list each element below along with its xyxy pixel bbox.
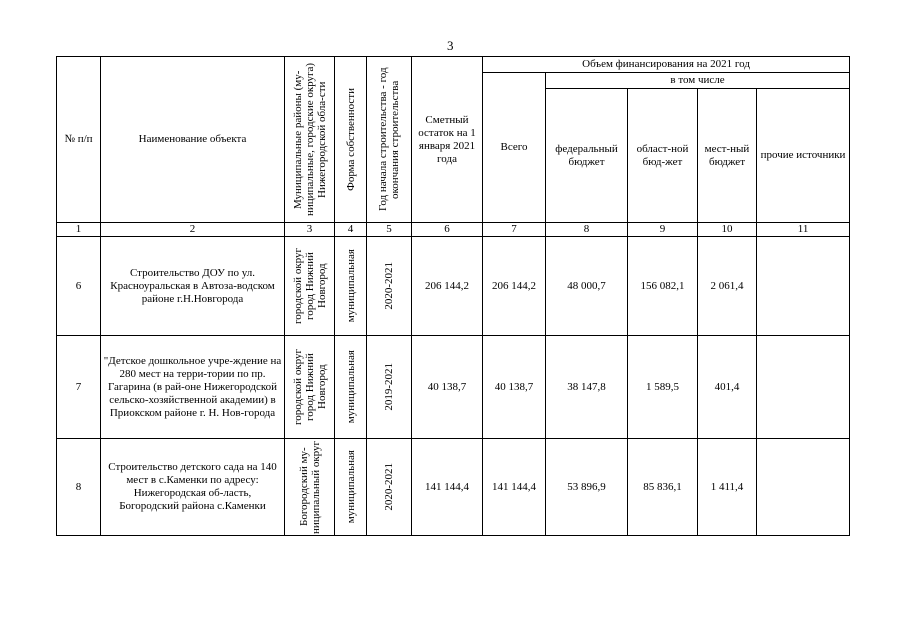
- remainder-value: 206 144,2: [412, 237, 483, 336]
- header-regional: област-ной бюд-жет: [628, 89, 698, 223]
- district-cell: [285, 237, 335, 336]
- object-name: "Детское дошкольное учре-ждение на 280 мест на терри-тории по пр. Гагарина (в рай-оне Нижегородской сельско-хозяйственной академии) в Приокском районе г. Н. Нов-города: [101, 336, 285, 439]
- regional-value: 1 589,5: [628, 336, 698, 439]
- row-num: 6: [57, 237, 101, 336]
- header-years: [367, 57, 412, 223]
- header-other: прочие источники: [757, 89, 850, 223]
- ownership-cell: [335, 336, 367, 439]
- district-text: Богородский му-ниципальный округ: [297, 440, 322, 534]
- column-number: 4: [335, 223, 367, 237]
- years-text: 2020-2021: [383, 463, 395, 511]
- row-num: 7: [57, 336, 101, 439]
- years-text: 2019-2021: [383, 363, 395, 411]
- header-funding-group: Объем финансирования на 2021 год: [483, 57, 850, 73]
- years-cell: [367, 336, 412, 439]
- object-name: Строительство детского сада на 140 мест в с.Каменки по адресу: Нижегородская об-ласть, Богородский района с.Каменки: [101, 439, 285, 536]
- page-number: 3: [447, 38, 454, 53]
- column-number: 10: [698, 223, 757, 237]
- column-number: 6: [412, 223, 483, 237]
- column-number: 3: [285, 223, 335, 237]
- other-value: [757, 237, 850, 336]
- other-value: [757, 439, 850, 536]
- regional-value: 85 836,1: [628, 439, 698, 536]
- district-cell: [285, 439, 335, 536]
- column-number: 8: [546, 223, 628, 237]
- federal-value: 48 000,7: [546, 237, 628, 336]
- header-federal: федеральный бюджет: [546, 89, 628, 223]
- district-text: городской округ город Нижний Новгород: [291, 348, 328, 426]
- object-name: Строительство ДОУ по ул. Красноуральская в Автоза-водском районе г.Н.Новгорода: [101, 237, 285, 336]
- column-number: 7: [483, 223, 546, 237]
- local-value: 1 411,4: [698, 439, 757, 536]
- header-row-1: [57, 57, 850, 73]
- header-total: Всего: [483, 73, 546, 223]
- header-num: № п/п: [57, 57, 101, 223]
- column-number: 5: [367, 223, 412, 237]
- header-ownership-text: Форма собственности: [344, 88, 357, 191]
- remainder-value: 40 138,7: [412, 336, 483, 439]
- header-name: Наименование объекта: [101, 57, 285, 223]
- regional-value: 156 082,1: [628, 237, 698, 336]
- table-row: [57, 237, 850, 336]
- years-cell: [367, 439, 412, 536]
- local-value: 2 061,4: [698, 237, 757, 336]
- table-row: [57, 439, 850, 536]
- header-ownership: [335, 57, 367, 223]
- total-value: 206 144,2: [483, 237, 546, 336]
- header-years-text: Год начала строительства - год окончания строительства: [377, 67, 401, 212]
- ownership-text: муниципальная: [344, 450, 357, 524]
- funding-table: [56, 56, 850, 536]
- header-local: мест-ный бюджет: [698, 89, 757, 223]
- district-text: городской округ город Нижний Новгород: [291, 247, 328, 325]
- other-value: [757, 336, 850, 439]
- header-including: в том числе: [546, 73, 850, 89]
- ownership-cell: [335, 439, 367, 536]
- table-row: [57, 336, 850, 439]
- years-text: 2020-2021: [383, 262, 395, 310]
- federal-value: 38 147,8: [546, 336, 628, 439]
- column-number-row: [57, 223, 850, 237]
- column-number: 11: [757, 223, 850, 237]
- ownership-text: муниципальная: [344, 350, 357, 424]
- district-cell: [285, 336, 335, 439]
- header-remainder: Сметный остаток на 1 января 2021 года: [412, 57, 483, 223]
- column-number: 1: [57, 223, 101, 237]
- column-number: 2: [101, 223, 285, 237]
- header-district-text: Муниципальные районы (му-ниципальные, городские округа) Нижегородской обла-сти: [291, 62, 328, 217]
- ownership-text: муниципальная: [344, 249, 357, 323]
- remainder-value: 141 144,4: [412, 439, 483, 536]
- total-value: 40 138,7: [483, 336, 546, 439]
- column-number: 9: [628, 223, 698, 237]
- header-district: [285, 57, 335, 223]
- local-value: 401,4: [698, 336, 757, 439]
- years-cell: [367, 237, 412, 336]
- ownership-cell: [335, 237, 367, 336]
- federal-value: 53 896,9: [546, 439, 628, 536]
- row-num: 8: [57, 439, 101, 536]
- total-value: 141 144,4: [483, 439, 546, 536]
